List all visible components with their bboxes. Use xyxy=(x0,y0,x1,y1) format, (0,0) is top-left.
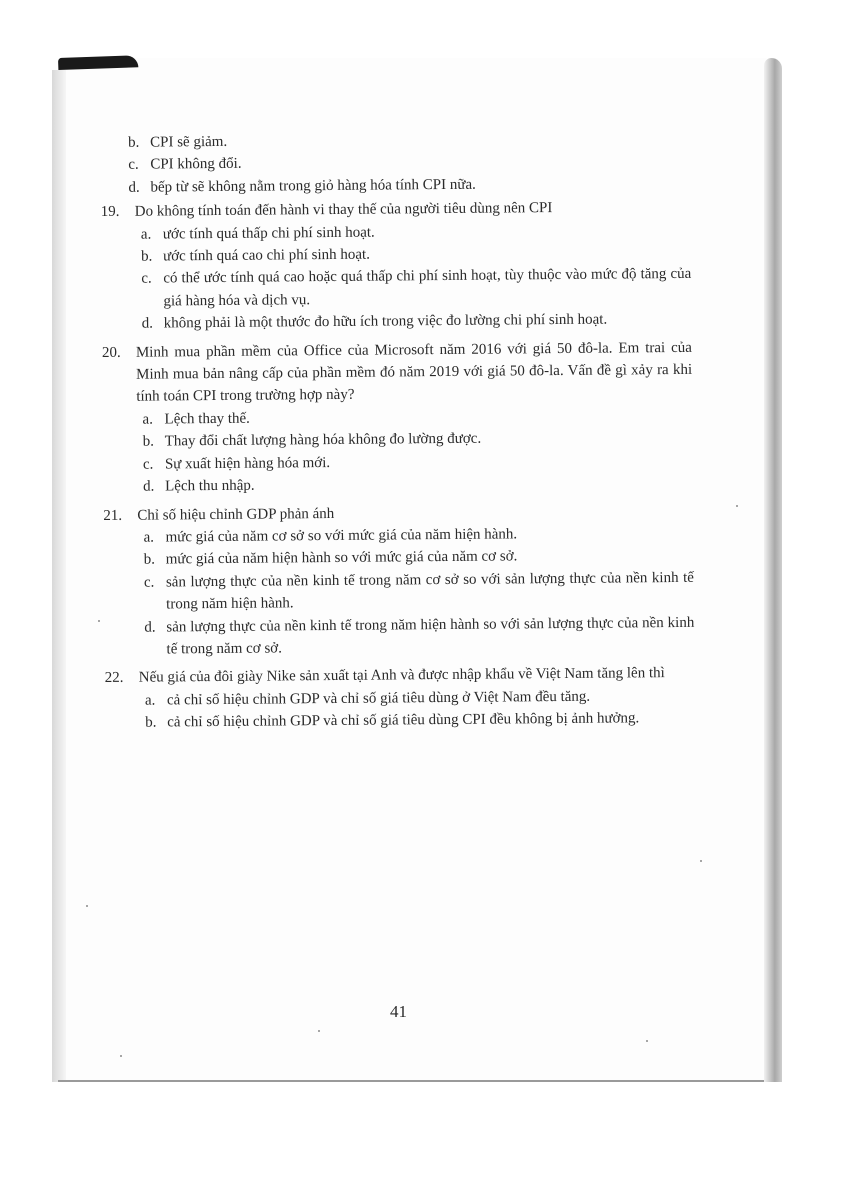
question-number: 21. xyxy=(103,507,123,524)
question-stem: 19. Do không tính toán đến hành vi thay thế của người tiêu dùng nên CPI xyxy=(101,196,691,224)
question-22 xyxy=(105,662,696,734)
answer-option: a. Lệch thay thế. xyxy=(142,410,250,428)
scan-speck xyxy=(646,1040,648,1042)
page-bottom-edge xyxy=(58,1080,764,1082)
answer-option: d. Lệch thu nhập. xyxy=(143,477,255,495)
answer-option: d. sản lượng thực của nền kinh tế trong năm hiện hành so với sản lượng thực của nền kinh tế trong năm cơ sở. xyxy=(144,614,695,658)
question-stem: 21. Chỉ số hiệu chỉnh GDP phản ánh xyxy=(103,499,693,527)
scan-speck xyxy=(318,1030,320,1032)
answer-option: a. ước tính quá thấp chi phí sinh hoạt. xyxy=(140,224,375,243)
page-right-binding-shadow xyxy=(764,58,782,1082)
list-item: c. CPI không đổi. xyxy=(128,156,242,174)
scan-speck xyxy=(86,905,88,907)
answer-option: c. Sự xuất hiện hàng hóa mới. xyxy=(142,454,331,473)
question-number: 19. xyxy=(100,204,120,221)
scan-speck xyxy=(120,1055,122,1057)
answer-option: b. Thay đổi chất lượng hàng hóa không đo lường được. xyxy=(142,430,482,450)
answer-option: b. cả chỉ số hiệu chỉnh GDP và chỉ số giá tiêu dùng CPI đều không bị ảnh hưởng. xyxy=(145,710,640,731)
scan-speck xyxy=(98,620,100,622)
question-stem: 22. Nếu giá của đôi giày Nike sản xuất tại Anh và được nhập khẩu về Việt Nam tăng lên thì xyxy=(105,662,695,690)
question-number: 20. xyxy=(101,344,121,361)
answer-option: c. có thể ước tính quá cao hoặc quá thấp chi phí sinh hoạt, tùy thuộc vào mức độ tăng của giá hàng hóa và dịch vụ. xyxy=(141,266,692,310)
question-21 xyxy=(103,499,694,661)
list-item: d. bếp từ sẽ không nằm trong giỏ hàng hóa tính CPI nữa. xyxy=(128,176,476,196)
answer-option: a. mức giá của năm cơ sở so với mức giá của năm hiện hành. xyxy=(143,526,518,546)
answer-option: b. ước tính quá cao chi phí sinh hoạt. xyxy=(141,246,371,265)
question-19 xyxy=(101,196,692,336)
page-content xyxy=(100,127,695,735)
list-item: b. CPI sẽ giảm. xyxy=(128,133,228,151)
page-left-shadow xyxy=(52,70,66,1082)
scan-speck xyxy=(736,505,738,507)
question-stem: 20. Minh mua phần mềm của Office của Microsoft năm 2016 với giá 50 đô-la. Em trai của Minh mua bản nâng cấp của phần mềm đó năm 2019 với giá 50 đô-la. Vấn đề gì xảy ra khi tính toán CPI trong trường hợp này? xyxy=(102,336,693,408)
answer-option: d. không phải là một thước đo hữu ích trong việc đo lường chi phí sinh hoạt. xyxy=(141,311,608,332)
page-number: 41 xyxy=(390,1002,407,1021)
answer-option: b. mức giá của năm hiện hành so với mức giá của năm cơ sở. xyxy=(143,548,518,568)
answer-option: a. cả chỉ số hiệu chỉnh GDP và chỉ số giá tiêu dùng ở Việt Nam đều tăng. xyxy=(144,688,591,709)
answer-option: c. sản lượng thực của nền kinh tế trong năm cơ sở so với sản lượng thực của nền kinh tế trong năm hiện hành. xyxy=(143,569,694,613)
scan-speck xyxy=(700,860,702,862)
pre-options xyxy=(100,127,691,199)
question-number: 22. xyxy=(104,670,124,687)
question-20 xyxy=(102,336,693,498)
